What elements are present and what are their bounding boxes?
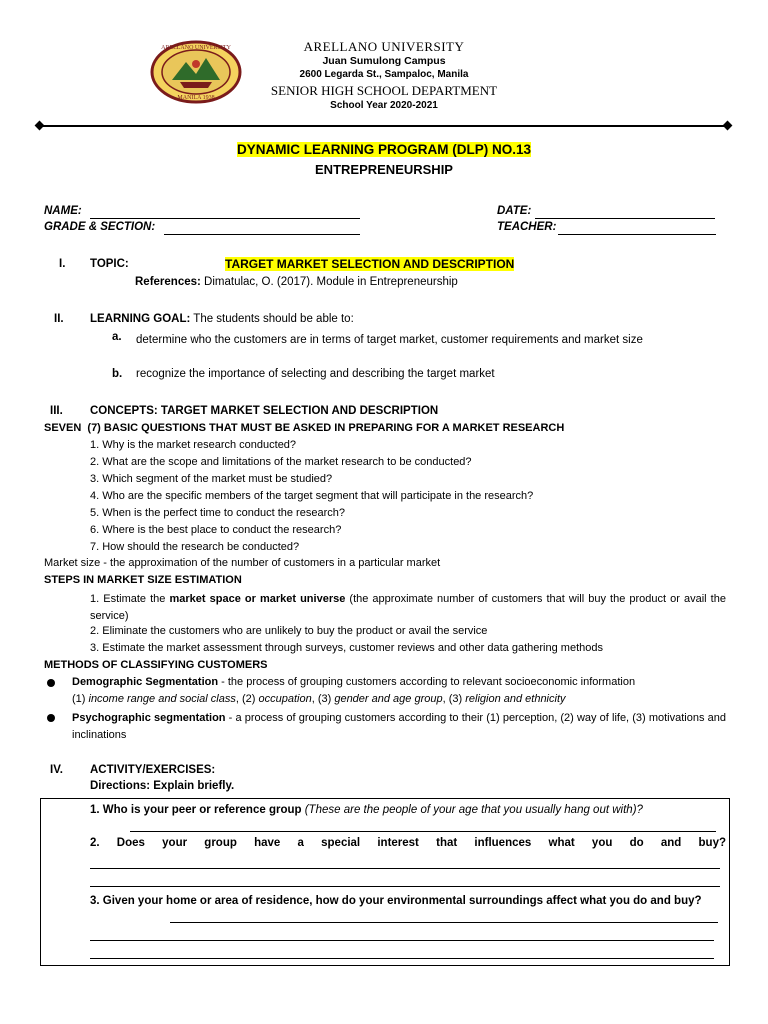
psychographic-term: Psychographic segmentation bbox=[72, 712, 226, 724]
teacher-line[interactable] bbox=[558, 234, 716, 235]
header-divider bbox=[40, 125, 728, 127]
question-1-text: 1. Who is your peer or reference group bbox=[90, 804, 302, 816]
demographic-desc: - the process of grouping customers according to relevant socioeconomic information bbox=[218, 676, 636, 688]
question-1: 1. Why is the market research conducted? bbox=[90, 439, 297, 451]
answer-3-line-3[interactable] bbox=[90, 958, 714, 959]
seal-top-text: ARELLANO UNIVERSITY bbox=[161, 45, 231, 51]
date-label: DATE: bbox=[497, 205, 532, 217]
teacher-label: TEACHER: bbox=[497, 221, 557, 233]
university-seal bbox=[150, 40, 242, 104]
concepts-heading: CONCEPTS: TARGET MARKET SELECTION AND DESCRIPTION bbox=[90, 405, 439, 417]
demographic-item-1: income range and social class bbox=[88, 693, 236, 705]
activity-heading: ACTIVITY/EXERCISES: bbox=[90, 764, 216, 776]
goal-marker-b: b. bbox=[112, 368, 123, 380]
step-2: 2. Eliminate the customers who are unlikely to buy the product or avail the service bbox=[90, 625, 488, 637]
grade-section-label: GRADE & SECTION: bbox=[44, 221, 156, 233]
name-line[interactable] bbox=[90, 218, 360, 219]
answer-3-line-2[interactable] bbox=[90, 940, 714, 941]
demographic-item-3-num: , (3) bbox=[311, 693, 335, 705]
seal-bottom-text: MANILA 1938 bbox=[177, 95, 215, 101]
question-3: 3. Which segment of the market must be studied? bbox=[90, 473, 333, 485]
topic-label: TOPIC: bbox=[90, 258, 129, 270]
activity-numeral: IV. bbox=[50, 764, 64, 776]
questions-heading: SEVEN (7) BASIC QUESTIONS THAT MUST BE ASKED IN PREPARING FOR A MARKET RESEARCH bbox=[44, 422, 565, 434]
step-1 bbox=[90, 591, 726, 625]
bullet-demographic bbox=[47, 679, 55, 687]
step-1-suffix: (the approximate number of customers that will buy the product or avail the service) bbox=[90, 593, 726, 622]
university-name: ARELLANO UNIVERSITY bbox=[303, 39, 465, 54]
question-6: 6. Where is the best place to conduct the research? bbox=[90, 524, 342, 536]
demographic-item-2-num: , (2) bbox=[235, 693, 259, 705]
school-year: School Year 2020-2021 bbox=[330, 100, 438, 111]
psychographic-desc: - a process of grouping customers according to their (1) perception, (2) way of life, (3) motivations and inclinations bbox=[72, 712, 726, 741]
subject-title: ENTREPRENEURSHIP bbox=[315, 162, 453, 177]
goal-intro: The students should be able to: bbox=[190, 313, 354, 325]
question-7: 7. How should the research be conducted? bbox=[90, 541, 300, 553]
campus-name: Juan Sumulong Campus bbox=[322, 55, 446, 67]
references-value: Dimatulac, O. (2017). Module in Entrepreneurship bbox=[200, 276, 458, 288]
activity-question-1 bbox=[90, 801, 726, 819]
program-title: DYNAMIC LEARNING PROGRAM (DLP) NO.13 bbox=[236, 142, 531, 157]
activity-directions: Directions: Explain briefly. bbox=[90, 780, 235, 792]
demographic-item-1-num: (1) bbox=[72, 693, 89, 705]
grade-section-line[interactable] bbox=[164, 234, 360, 235]
name-label: NAME: bbox=[44, 205, 82, 217]
bullet-psychographic bbox=[47, 714, 55, 722]
date-line[interactable] bbox=[535, 218, 715, 219]
psychographic-item bbox=[72, 710, 726, 744]
concepts-numeral: III. bbox=[50, 405, 63, 417]
question-2: 2. What are the scope and limitations of the market research to be conducted? bbox=[90, 456, 472, 468]
step-3: 3. Estimate the market assessment through surveys, customer reviews and other data gathering methods bbox=[90, 642, 603, 654]
question-4: 4. Who are the specific members of the target segment that will participate in the research? bbox=[90, 490, 534, 502]
step-1-prefix: 1. Estimate the bbox=[90, 593, 170, 605]
goal-item-b: recognize the importance of selecting and describing the target market bbox=[136, 368, 495, 380]
goal-label: LEARNING GOAL: bbox=[90, 313, 191, 325]
demographic-item-4-num: , (3) bbox=[442, 693, 466, 705]
divider-end-right bbox=[723, 121, 733, 131]
campus-address: 2600 Legarda St., Sampaloc, Manila bbox=[299, 69, 469, 80]
answer-3-line-1[interactable] bbox=[170, 922, 718, 923]
market-size-definition: Market size - the approximation of the number of customers in a particular market bbox=[44, 557, 441, 569]
demographic-item-2: occupation bbox=[258, 693, 312, 705]
demographic-item-3: gender and age group bbox=[334, 693, 443, 705]
department-name: SENIOR HIGH SCHOOL DEPARTMENT bbox=[270, 83, 498, 98]
answer-2-line-1[interactable] bbox=[90, 868, 720, 869]
activity-question-3: 3. Given your home or area of residence, how do your environmental surroundings affect what you do and buy? bbox=[90, 895, 702, 907]
methods-heading: METHODS OF CLASSIFYING CUSTOMERS bbox=[44, 659, 268, 671]
topic-value: TARGET MARKET SELECTION AND DESCRIPTION bbox=[225, 257, 515, 271]
answer-1-line[interactable] bbox=[130, 831, 716, 832]
goal-item-a: determine who the customers are in terms of target market, customer requirements and market size bbox=[136, 334, 643, 346]
references-label: References: bbox=[135, 276, 201, 288]
topic-numeral: I. bbox=[59, 258, 66, 270]
goal-numeral: II. bbox=[54, 313, 64, 325]
goal-marker-a: a. bbox=[112, 331, 122, 343]
question-1-hint: (These are the people of your age that you usually hang out with)? bbox=[301, 804, 643, 816]
activity-question-2: 2. Does your group have a special interest that influences what you do and buy? bbox=[90, 837, 726, 849]
step-1-term: market space or market universe bbox=[169, 593, 346, 605]
demographic-term: Demographic Segmentation bbox=[72, 676, 219, 688]
answer-2-line-2[interactable] bbox=[90, 886, 720, 887]
steps-heading: STEPS IN MARKET SIZE ESTIMATION bbox=[44, 574, 242, 586]
divider-end-left bbox=[35, 121, 45, 131]
demographic-item-4: religion and ethnicity bbox=[465, 693, 566, 705]
question-5: 5. When is the perfect time to conduct the research? bbox=[90, 507, 345, 519]
